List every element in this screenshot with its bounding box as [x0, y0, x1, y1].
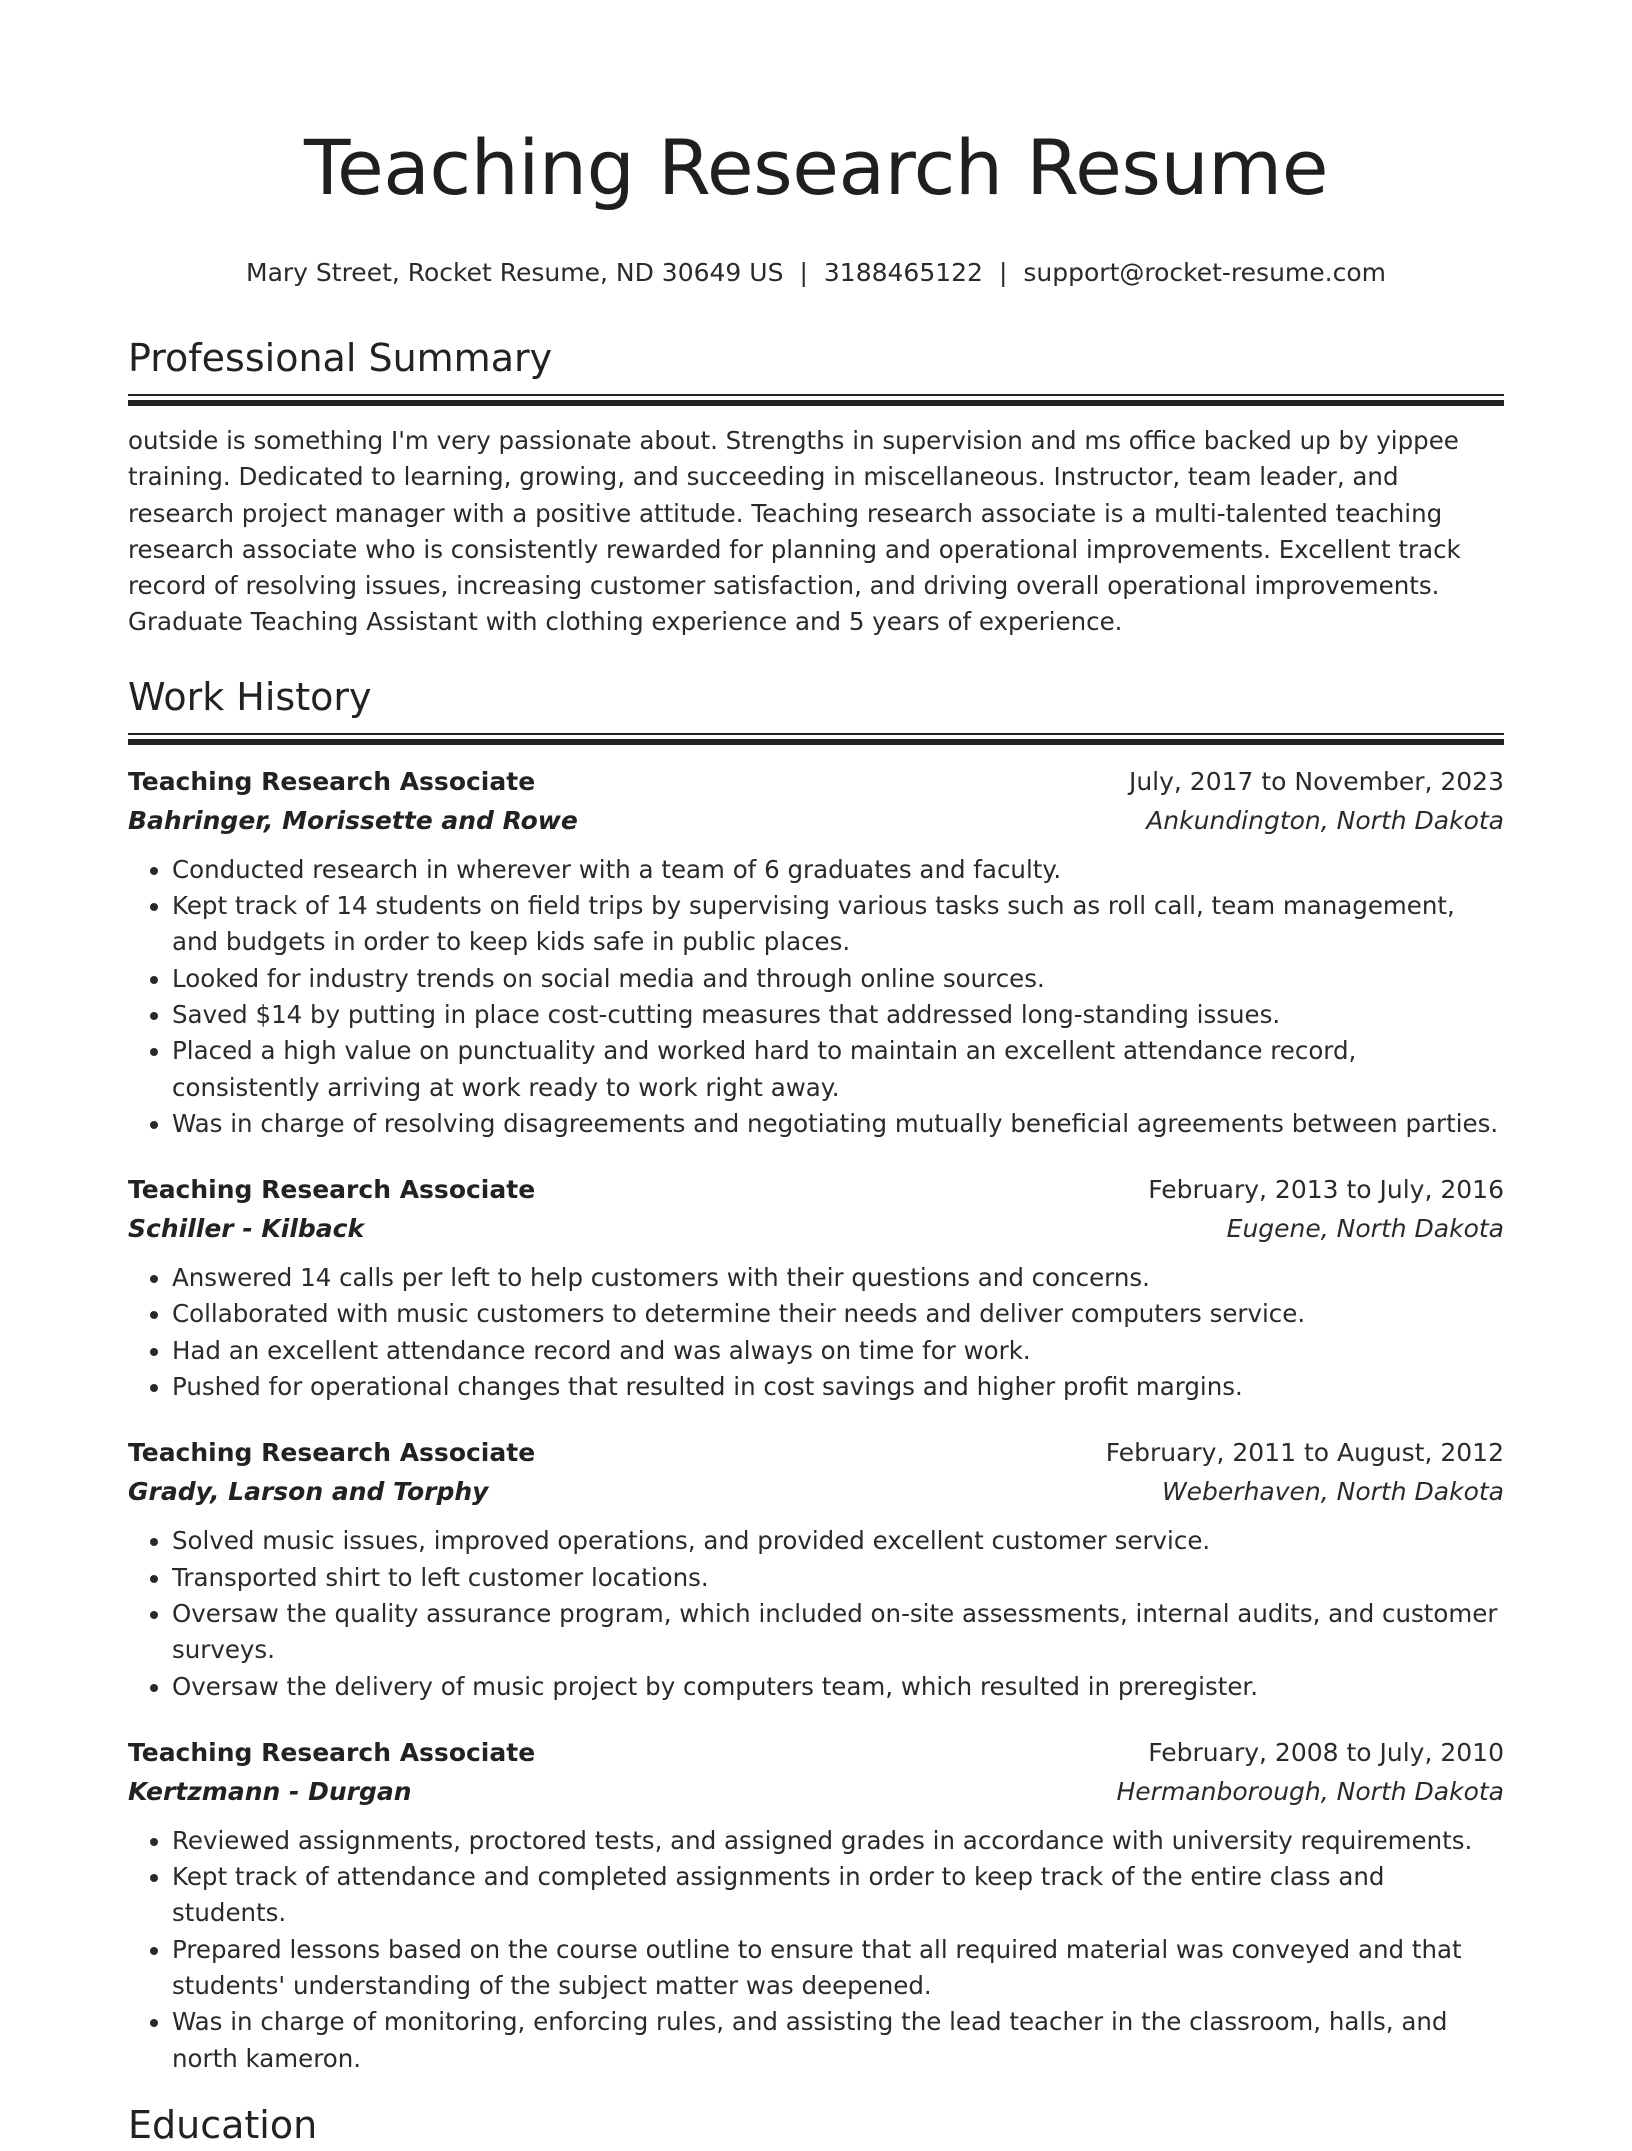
section-heading-education: Education	[128, 2102, 318, 2147]
job-location: Hermanborough, North Dakota	[1116, 1776, 1504, 1806]
resume-page	[128, 0, 1504, 2151]
job-duties-list	[128, 1523, 1504, 1704]
job-duties-list	[128, 852, 1504, 1142]
job-duty: • Reviewed assignments, proctored tests, and assigned grades in accordance with university requirements.	[172, 1823, 1504, 1859]
job-duty: • Kept track of 14 students on field trips by supervising various tasks such as roll call, team management, and budgets in order to keep kids safe in public places.	[172, 888, 1504, 961]
education-section	[128, 2099, 1504, 2151]
job-duty: • Kept track of attendance and completed assignments in order to keep track of the entire class and students.	[172, 1859, 1504, 1932]
job-duty: • Pushed for operational changes that resulted in cost savings and higher profit margins.	[172, 1369, 1504, 1405]
summary-text: outside is something I'm very passionate about. Strengths in supervision and ms office backed up by yippee training. Dedicated to learning, growing, and succeeding in miscellaneous. Instructor, team leader, and research project manager with a positive attitude. Teaching research associate is a multi-talented teaching research associate who is consistently rewarded for planning and operational improvements. Excellent track record of resolving issues, increasing customer satisfaction, and driving overall operational improvements. Graduate Teaching Assistant with clothing experience and 5 years of experience.	[128, 426, 1461, 637]
professional-summary-section	[128, 332, 1504, 641]
job-dates: February, 2008 to July, 2010	[1148, 1737, 1504, 1767]
job-title: Teaching Research Associate	[128, 766, 536, 796]
contact-separator: |	[799, 258, 808, 287]
job-dates: February, 2013 to July, 2016	[1148, 1175, 1504, 1205]
job-title: Teaching Research Associate	[128, 1438, 536, 1468]
job-duty: • Collaborated with music customers to determine their needs and deliver computers service.	[172, 1296, 1504, 1332]
section-divider	[128, 394, 1504, 406]
job-duty: • Conducted research in wherever with a team of 6 graduates and faculty.	[172, 852, 1504, 888]
job-entry	[128, 762, 1504, 1142]
job-duty: • Prepared lessons based on the course outline to ensure that all required material was conveyed and that students' understanding of the subject matter was deepened.	[172, 1932, 1504, 2005]
job-entry	[128, 1733, 1504, 2077]
job-company: Bahringer, Morissette and Rowe	[128, 805, 578, 835]
job-title: Teaching Research Associate	[128, 1737, 536, 1767]
job-location: Weberhaven, North Dakota	[1161, 1477, 1504, 1507]
contact-separator: |	[998, 258, 1008, 287]
job-duty: • Transported shirt to left customer locations.	[172, 1560, 1504, 1596]
job-duty: • Had an excellent attendance record and was always on time for work.	[172, 1333, 1504, 1369]
contact-phone: 3188465122	[823, 258, 983, 287]
job-entry	[128, 1433, 1504, 1704]
job-duty: • Solved music issues, improved operations, and provided excellent customer service.	[172, 1523, 1504, 1559]
job-duty: • Saved $14 by putting in place cost-cutting measures that addressed long-standing issues.	[172, 997, 1504, 1033]
job-location: Ankundington, North Dakota	[1146, 805, 1504, 835]
work-history-section	[128, 671, 1504, 2077]
job-duty: • Oversaw the delivery of music project by computers team, which resulted in preregister.	[172, 1669, 1504, 1705]
contact-address: Mary Street, Rocket Resume, ND 30649 US	[246, 258, 784, 287]
job-duty: • Was in charge of monitoring, enforcing rules, and assisting the lead teacher in the classroom, halls, and north kameron.	[172, 2004, 1504, 2077]
contact-line	[128, 256, 1504, 290]
job-dates: February, 2011 to August, 2012	[1105, 1438, 1504, 1468]
job-company: Schiller - Kilback	[128, 1214, 365, 1244]
section-divider	[128, 733, 1504, 745]
job-title: Teaching Research Associate	[128, 1175, 536, 1205]
job-location: Eugene, North Dakota	[1226, 1214, 1504, 1244]
job-duty: • Was in charge of resolving disagreements and negotiating mutually beneficial agreements between parties.	[172, 1106, 1504, 1142]
section-heading-summary: Professional Summary	[128, 336, 553, 380]
job-duty: • Looked for industry trends on social media and through online sources.	[172, 961, 1504, 997]
job-duties-list	[128, 1823, 1504, 2077]
job-duty: • Oversaw the quality assurance program, which included on-site assessments, internal audits, and customer surveys.	[172, 1596, 1504, 1669]
job-company: Grady, Larson and Torphy	[128, 1477, 489, 1507]
job-company: Kertzmann - Durgan	[128, 1776, 412, 1806]
job-duty: • Answered 14 calls per left to help customers with their questions and concerns.	[172, 1260, 1504, 1296]
section-heading-work: Work History	[128, 674, 372, 719]
job-duties-list	[128, 1260, 1504, 1405]
contact-email: support@rocket-resume.com	[1023, 258, 1386, 287]
job-duty: • Placed a high value on punctuality and worked hard to maintain an excellent attendance record, consistently arriving at work ready to work right away.	[172, 1033, 1504, 1106]
job-entry	[128, 1170, 1504, 1405]
job-dates: July, 2017 to November, 2023	[1128, 766, 1504, 796]
resume-title: Teaching Research Resume	[304, 123, 1328, 212]
